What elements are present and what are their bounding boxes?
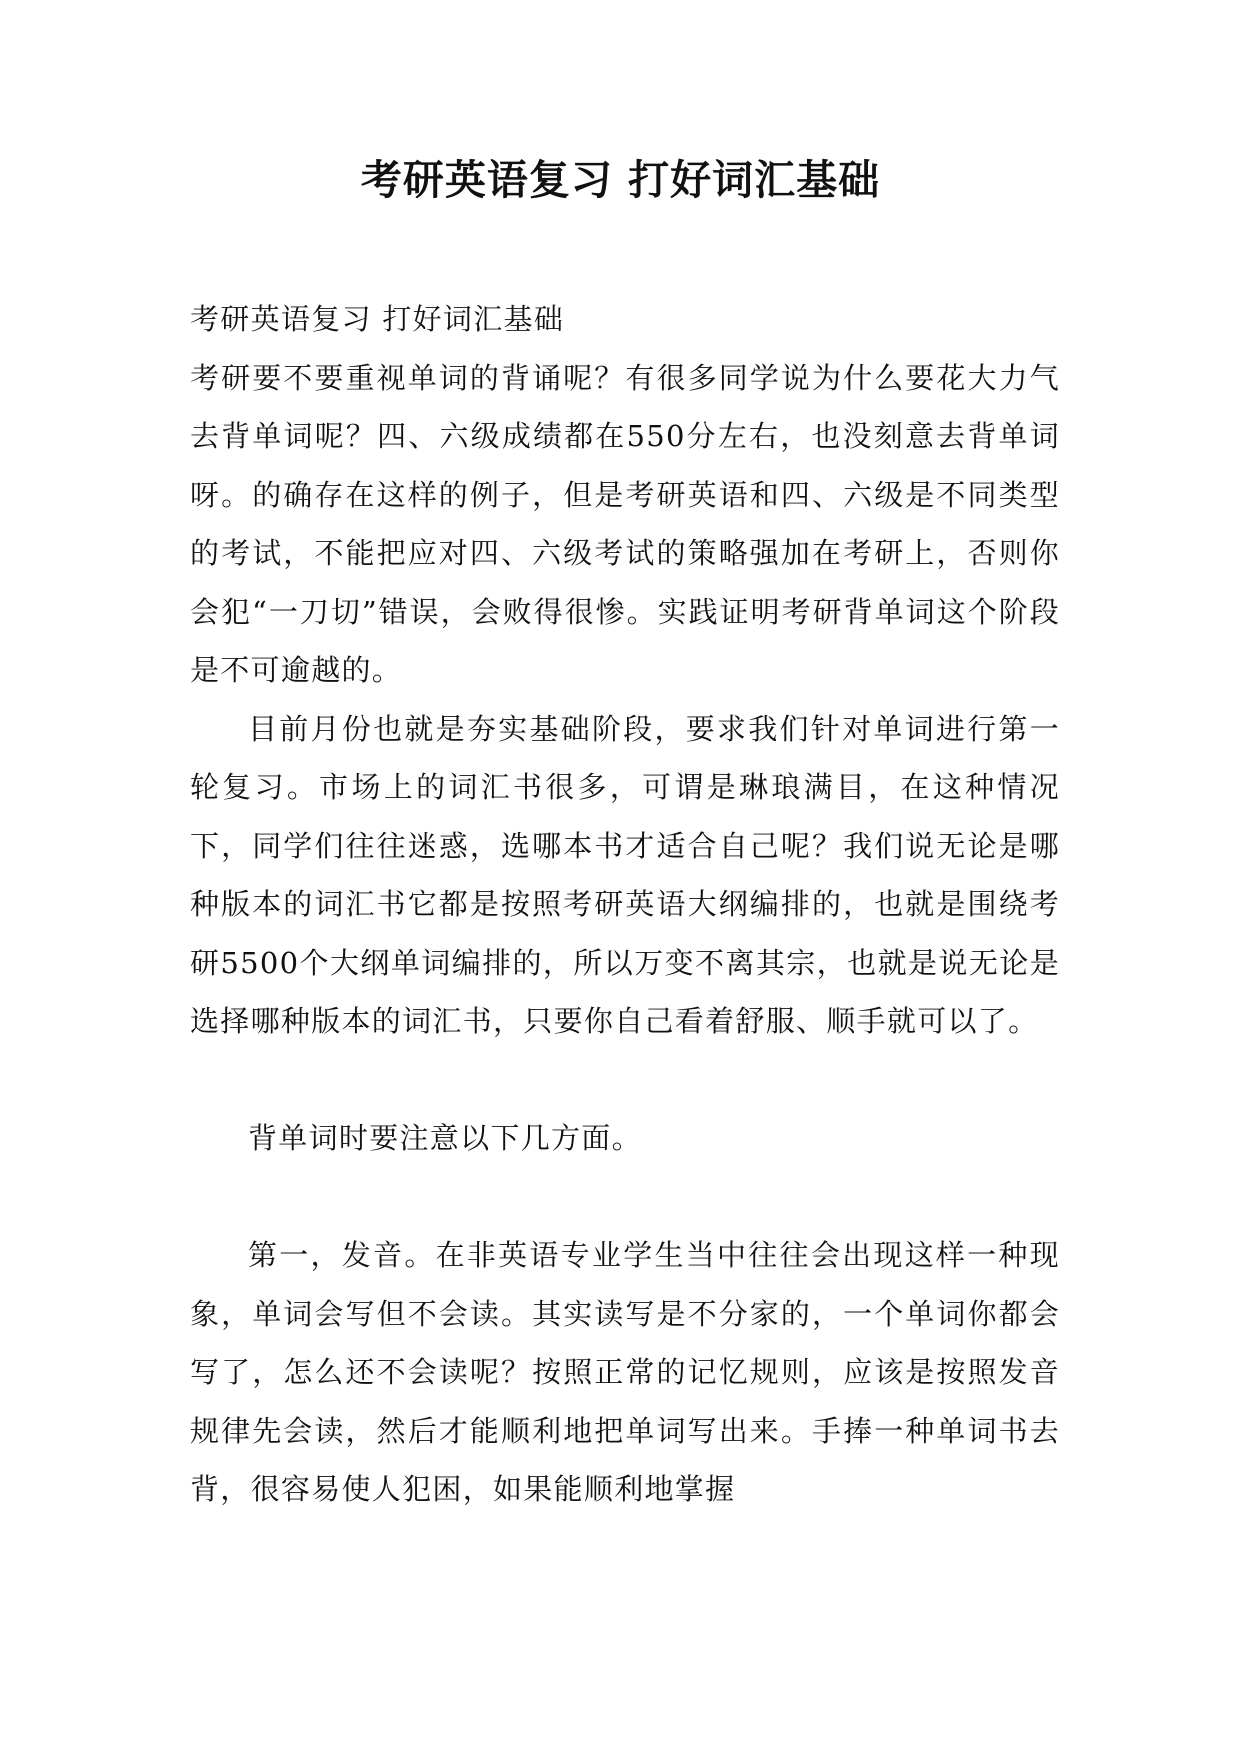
document-body	[190, 290, 1060, 1519]
paragraph-intro: 考研要不要重视单词的背诵呢？有很多同学说为什么要花大力气去背单词呢？四、六级成绩都在550分左右，也没刻意去背单词呀。的确存在这样的例子，但是考研英语和四、六级是不同类型的考试，不能把应对四、六级考试的策略强加在考研上，否则你会犯“一刀切”错误，会败得很惨。实践证明考研背单词这个阶段是不可逾越的。	[190, 360, 1060, 687]
paragraph-spacer	[190, 1168, 1060, 1227]
paragraph-notes-heading: 背单词时要注意以下几方面。	[248, 1121, 642, 1155]
document-subtitle: 考研英语复习 打好词汇基础	[190, 302, 565, 336]
paragraph-pronunciation: 第一，发音。在非英语专业学生当中往往会出现这样一种现象，单词会写但不会读。其实读写是不分家的，一个单词你都会写了，怎么还不会读呢？按照正常的记忆规则，应该是按照发音规律先会读，然后才能顺利地把单词写出来。手捧一种单词书去背，很容易使人犯困，如果能顺利地掌握	[190, 1238, 1060, 1506]
paragraph-vocab-books: 目前月份也就是夯实基础阶段，要求我们针对单词进行第一轮复习。市场上的词汇书很多，可谓是琳琅满目，在这种情况下，同学们往往迷惑，选哪本书才适合自己呢？我们说无论是哪种版本的词汇书它都是按照考研英语大纲编排的，也就是围绕考研5500个大纲单词编排的，所以万变不离其宗，也就是说无论是选择哪种版本的词汇书，只要你自己看着舒服、顺手就可以了。	[190, 711, 1060, 1038]
paragraph-spacer	[190, 1051, 1060, 1110]
document-title: 考研英语复习 打好词汇基础	[360, 156, 881, 204]
